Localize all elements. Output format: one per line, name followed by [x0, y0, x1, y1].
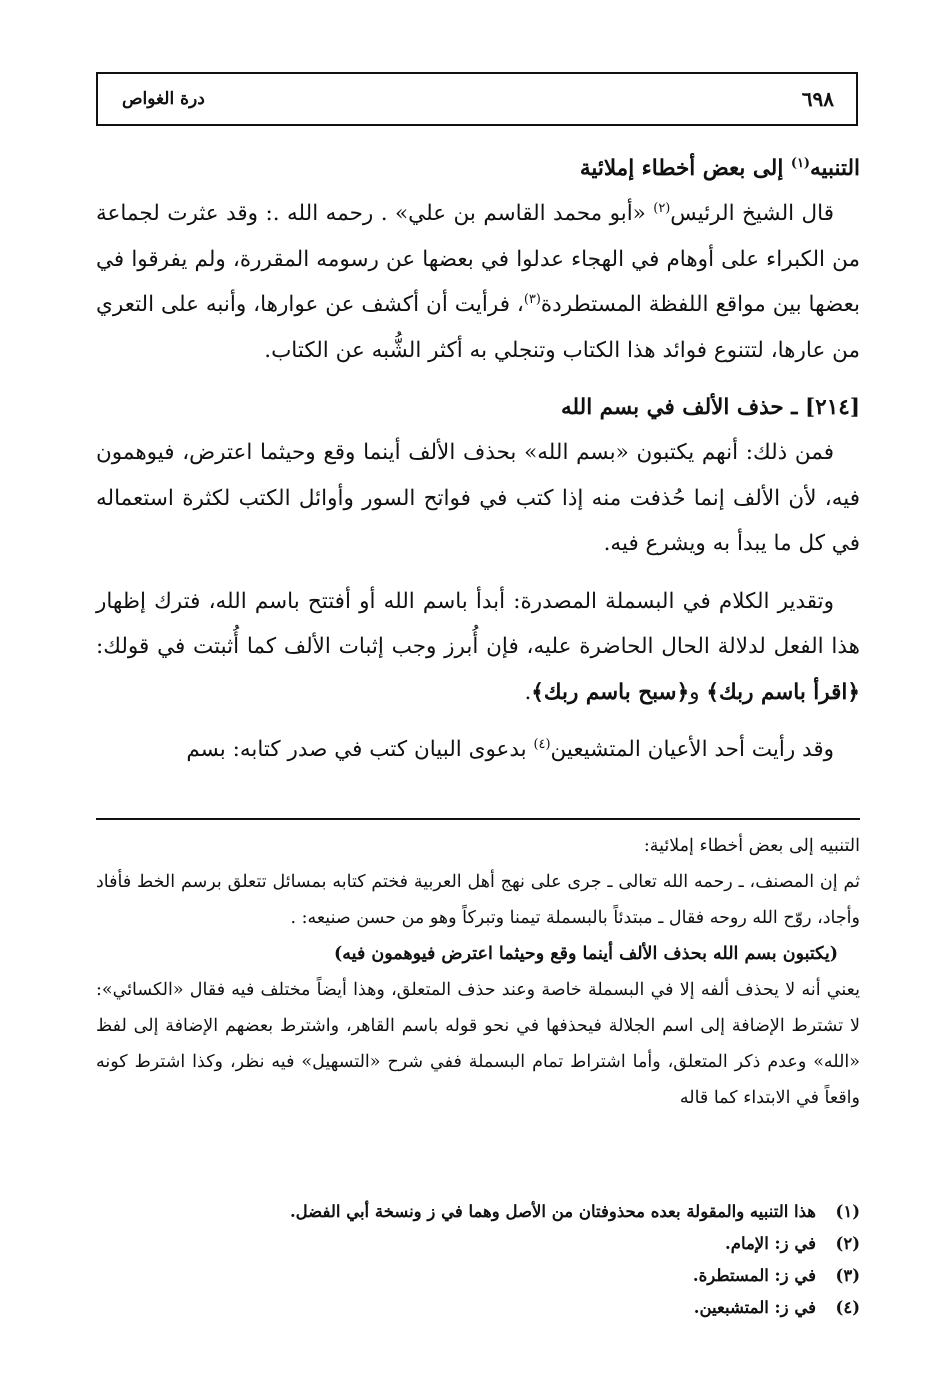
- footnotes: [200, 1196, 860, 1324]
- footnote-text: في ز: المستطرة.: [692, 1266, 816, 1285]
- running-title: درة الغواص: [122, 89, 205, 109]
- commentary-paragraph-1: ثم إن المصنف، ـ رحمه الله تعالى ـ جرى على نهج أهل العربية فختم كتابه بمسائل تتعلق برسم الخط فأفاد وأجاد، روّح الله روحه فقال ـ مبتدئاً بالبسملة تيمنا وتبركاً وهو من حسن صنيعه: .: [96, 872, 860, 928]
- footnote-number: (٤): [835, 1298, 860, 1317]
- commentary-quote: (يكتبون بسم الله بحذف الألف أينما وقع وحيثما اعترض فيوهمون فيه): [334, 944, 838, 964]
- paragraph-4-part-a: وقد رأيت أحد الأعيان المتشيعين: [550, 737, 834, 762]
- footnote-number: (٣): [835, 1266, 860, 1285]
- paragraph-3-and: و: [689, 679, 707, 705]
- footnote-item: [200, 1292, 860, 1324]
- paragraph-1-part-b: «أبو محمد القاسم بن علي» . رحمه الله .: وقد عثرت لجماعة من الكبراء على أوهام في الهجاء عدلوا في بعضها عن رسومه المقررة، ولم يفرقوا في بعضها بين مواقع اللفظة المستطردة: [96, 201, 860, 317]
- footnote-ref-4: (٤): [533, 736, 551, 752]
- section-heading-1: [96, 146, 860, 191]
- commentary-title: التنبيه إلى بعض أخطاء إملائية:: [643, 836, 860, 856]
- paragraph-4-part-b: بدعوى البيان كتب في صدر كتابه: بسم: [186, 737, 534, 762]
- footnote-text: هذا التنبيه والمقولة بعده محذوفتان من الأصل وهما في ز ونسخة أبي الفضل.: [289, 1202, 816, 1221]
- footnote-ref-2: (٢): [653, 200, 671, 216]
- section-heading-1-text: التنبيه: [809, 156, 860, 181]
- paragraph-3-end: .: [524, 679, 532, 705]
- paragraph-1-part-c: ، فرأيت أن أكشف عن عوارها، وأنبه على التعري من عارها، لتتنوع فوائد هذا الكتاب وتنجلي به أكثر الشُّبه عن الكتاب.: [96, 292, 860, 363]
- commentary-separator: [96, 818, 860, 820]
- paragraph-1-part-a: قال الشيخ الرئيس: [670, 201, 834, 226]
- paragraph-4: [96, 727, 860, 773]
- footnote-text: في ز: المتشبعين.: [693, 1298, 816, 1317]
- section-heading-1-rest: إلى بعض أخطاء إملائية: [579, 156, 791, 181]
- footnote-ref-3: (٣): [523, 291, 541, 307]
- paragraph-3: [96, 579, 860, 716]
- footnote-number: (٢): [835, 1234, 860, 1253]
- footnote-item: [200, 1260, 860, 1292]
- footnote-item: [200, 1228, 860, 1260]
- quran-quote-2: ﴿سبح باسم ربك﴾: [531, 679, 690, 705]
- paragraph-1: [96, 191, 860, 373]
- commentary-block: [96, 828, 860, 1116]
- quran-quote-1: ﴿اقرأ باسم ربك﴾: [706, 679, 860, 705]
- footnote-ref-1: (١): [790, 155, 810, 171]
- paragraph-2: فمن ذلك: أنهم يكتبون «بسم الله» بحذف الألف أينما وقع وحيثما اعترض، فيوهمون فيه، لأن الألف إنما حُذفت منه إذا كتب في فواتح السور وأوائل الكتب لكثرة استعماله في كل ما يبدأ به ويشرع فيه.: [96, 440, 860, 556]
- commentary-paragraph-2: يعني أنه لا يحذف ألفه إلا في البسملة خاصة وعند حذف المتعلق، وهذا أيضاً مختلف فيه فقال «الكسائي»: لا تشترط الإضافة إلى اسم الجلالة فيحذفها في نحو قوله باسم القاهر، واشترط بعضهم الإضافة إلى لفظ «الله» وعدم ذكر المتعلق، وأما اشتراط تمام البسملة ففي شرح «التسهيل» فيه نظر، وكذا اشترط كونه واقعاً في الابتداء كما قاله: [96, 980, 860, 1108]
- paragraph-3-part-a: وتقدير الكلام في البسملة المصدرة: أبدأ باسم الله أو أفتتح باسم الله، فترك إظهار هذا الفعل لدلالة الحال الحاضرة عليه، فإن أُبرز وجب إثبات الألف كما أُثبتت في قولك:: [96, 588, 860, 659]
- main-text: [96, 146, 860, 773]
- section-heading-2: [٢١٤] ـ حذف الألف في بسم الله: [561, 395, 860, 420]
- page-header: [96, 72, 858, 126]
- footnote-item: [200, 1196, 860, 1228]
- footnote-number: (١): [835, 1202, 860, 1221]
- page-number: ٦٩٨: [801, 87, 834, 111]
- footnote-text: في ز: الإمام.: [724, 1234, 816, 1253]
